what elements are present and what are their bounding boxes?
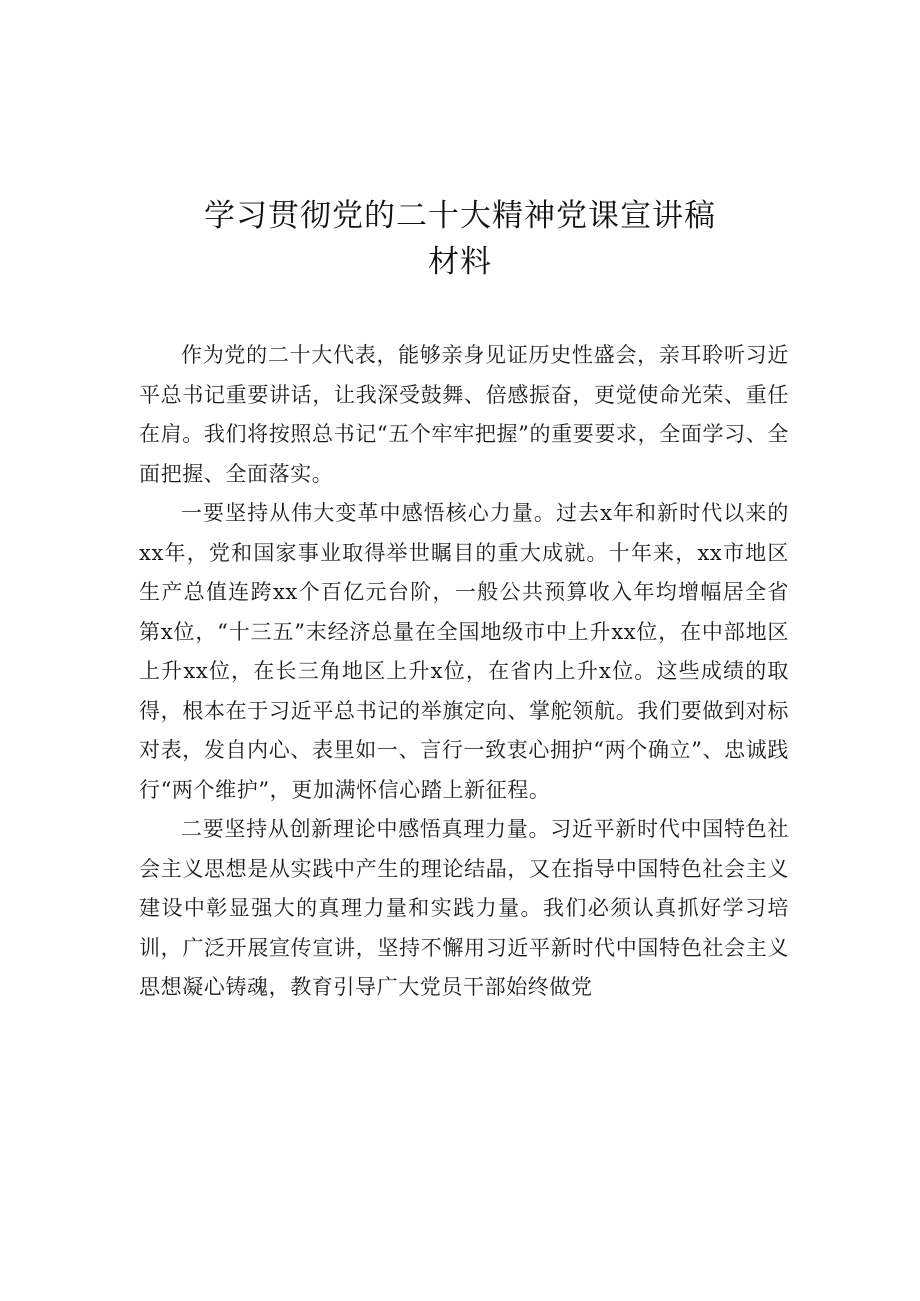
- document-body: [139, 336, 789, 1008]
- document-title: [0, 193, 920, 285]
- title-line-1: 学习贯彻党的二十大精神党课宣讲稿: [204, 198, 716, 234]
- paragraph-1: 作为党的二十大代表，能够亲身见证历史性盛会，亲耳聆听习近平总书记重要讲话，让我深受鼓舞、倍感振奋，更觉使命光荣、重任在肩。我们将按照总书记“五个牢牢把握”的重要要求，全面学习、全面把握、全面落实。: [139, 343, 789, 486]
- title-line-2: 材料: [428, 244, 492, 280]
- paragraph-2: 一要坚持从伟大变革中感悟核心力量。过去x年和新时代以来的xx年，党和国家事业取得举世瞩目的重大成就。十年来，xx市地区生产总值连跨xx个百亿元台阶，一般公共预算收入年均增幅居全省第x位，“十三五”末经济总量在全国地级市中上升xx位，在中部地区上升xx位，在长三角地区上升x位，在省内上升x位。这些成绩的取得，根本在于习近平总书记的举旗定向、掌舵领航。我们要做到对标对表，发自内心、表里如一、言行一致衷心拥护“两个确立”、忠诚践行“两个维护”，更加满怀信心踏上新征程。: [139, 501, 789, 802]
- paragraph-3: 二要坚持从创新理论中感悟真理力量。习近平新时代中国特色社会主义思想是从实践中产生的理论结晶，又在指导中国特色社会主义建设中彰显强大的真理力量和实践力量。我们必须认真抓好学习培训，广泛开展宣传宣讲，坚持不懈用习近平新时代中国特色社会主义思想凝心铸魂，教育引导广大党员干部始终做党: [139, 817, 789, 999]
